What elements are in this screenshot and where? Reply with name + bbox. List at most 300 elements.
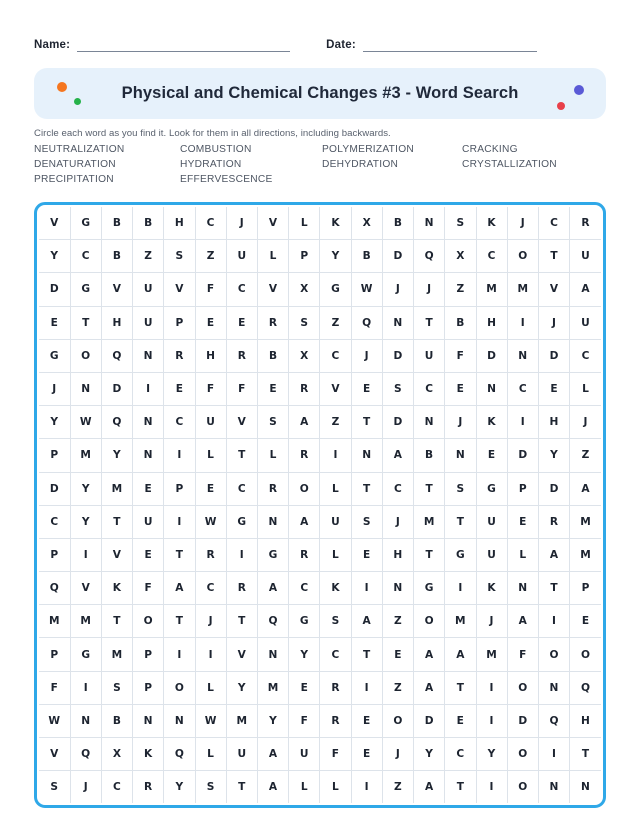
grid-cell[interactable]: G bbox=[289, 605, 320, 638]
grid-cell[interactable]: Z bbox=[570, 439, 601, 472]
grid-cell[interactable]: T bbox=[226, 439, 257, 472]
grid-cell[interactable]: T bbox=[570, 738, 601, 771]
grid-cell[interactable]: E bbox=[258, 372, 289, 405]
grid-cell[interactable]: P bbox=[133, 638, 164, 671]
grid-cell[interactable]: E bbox=[445, 704, 476, 737]
grid-cell[interactable]: D bbox=[382, 240, 413, 273]
grid-cell[interactable]: X bbox=[445, 240, 476, 273]
grid-cell[interactable]: E bbox=[195, 306, 226, 339]
grid-cell[interactable]: O bbox=[133, 605, 164, 638]
grid-cell[interactable]: E bbox=[507, 505, 538, 538]
grid-cell[interactable]: A bbox=[382, 439, 413, 472]
grid-cell[interactable]: G bbox=[414, 572, 445, 605]
grid-cell[interactable]: L bbox=[507, 538, 538, 571]
grid-cell[interactable]: C bbox=[39, 505, 70, 538]
grid-cell[interactable]: A bbox=[164, 572, 195, 605]
grid-cell[interactable]: T bbox=[414, 472, 445, 505]
grid-cell[interactable]: Q bbox=[164, 738, 195, 771]
grid-cell[interactable]: W bbox=[195, 704, 226, 737]
grid-cell[interactable]: I bbox=[507, 406, 538, 439]
grid-cell[interactable]: Y bbox=[39, 406, 70, 439]
grid-cell[interactable]: K bbox=[320, 572, 351, 605]
grid-cell[interactable]: Q bbox=[39, 572, 70, 605]
grid-cell[interactable]: J bbox=[226, 207, 257, 240]
grid-cell[interactable]: Y bbox=[539, 439, 570, 472]
grid-cell[interactable]: T bbox=[351, 472, 382, 505]
grid-cell[interactable]: X bbox=[351, 207, 382, 240]
grid-cell[interactable]: C bbox=[445, 738, 476, 771]
grid-cell[interactable]: F bbox=[195, 372, 226, 405]
grid-cell[interactable]: M bbox=[258, 671, 289, 704]
grid-cell[interactable]: B bbox=[258, 339, 289, 372]
grid-cell[interactable]: I bbox=[351, 671, 382, 704]
grid-cell[interactable]: I bbox=[195, 638, 226, 671]
grid-cell[interactable]: C bbox=[414, 372, 445, 405]
grid-cell[interactable]: D bbox=[507, 439, 538, 472]
grid-cell[interactable]: C bbox=[320, 339, 351, 372]
grid-cell[interactable]: I bbox=[351, 771, 382, 804]
grid-cell[interactable]: I bbox=[445, 572, 476, 605]
grid-cell[interactable]: Y bbox=[476, 738, 507, 771]
grid-cell[interactable]: M bbox=[70, 439, 101, 472]
grid-cell[interactable]: Z bbox=[382, 771, 413, 804]
grid-cell[interactable]: P bbox=[507, 472, 538, 505]
grid-cell[interactable]: Y bbox=[164, 771, 195, 804]
grid-cell[interactable]: F bbox=[133, 572, 164, 605]
grid-cell[interactable]: L bbox=[289, 207, 320, 240]
grid-cell[interactable]: L bbox=[258, 439, 289, 472]
grid-cell[interactable]: F bbox=[226, 372, 257, 405]
grid-cell[interactable]: Q bbox=[414, 240, 445, 273]
grid-cell[interactable]: M bbox=[570, 538, 601, 571]
grid-cell[interactable]: N bbox=[507, 339, 538, 372]
grid-cell[interactable]: N bbox=[70, 704, 101, 737]
grid-cell[interactable]: G bbox=[70, 638, 101, 671]
grid-cell[interactable]: N bbox=[581, 781, 591, 794]
grid-cell[interactable]: M bbox=[101, 472, 132, 505]
grid-cell[interactable]: L bbox=[195, 671, 226, 704]
grid-cell[interactable]: Q bbox=[70, 738, 101, 771]
grid-cell[interactable]: E bbox=[164, 372, 195, 405]
grid-cell[interactable]: K bbox=[476, 572, 507, 605]
grid-cell[interactable]: T bbox=[164, 538, 195, 571]
grid-cell[interactable]: U bbox=[476, 538, 507, 571]
grid-cell[interactable]: Z bbox=[320, 306, 351, 339]
grid-cell[interactable]: M bbox=[476, 638, 507, 671]
grid-cell[interactable]: L bbox=[258, 240, 289, 273]
grid-cell[interactable]: S bbox=[445, 207, 476, 240]
grid-cell[interactable]: X bbox=[101, 738, 132, 771]
grid-cell[interactable]: N bbox=[476, 372, 507, 405]
grid-cell[interactable]: N bbox=[133, 704, 164, 737]
grid-cell[interactable]: G bbox=[258, 538, 289, 571]
grid-cell[interactable]: Q bbox=[258, 605, 289, 638]
grid-cell[interactable]: C bbox=[226, 472, 257, 505]
grid-cell[interactable]: P bbox=[164, 472, 195, 505]
grid-cell[interactable]: P bbox=[570, 572, 601, 605]
grid-cell[interactable]: F bbox=[445, 339, 476, 372]
grid-cell[interactable]: J bbox=[39, 372, 70, 405]
grid-cell[interactable]: Z bbox=[195, 240, 226, 273]
grid-cell[interactable]: P bbox=[39, 439, 70, 472]
grid-cell[interactable]: T bbox=[539, 572, 570, 605]
grid-cell[interactable]: Y bbox=[289, 638, 320, 671]
grid-cell[interactable]: E bbox=[351, 704, 382, 737]
grid-cell[interactable]: A bbox=[507, 605, 538, 638]
grid-cell[interactable]: O bbox=[507, 738, 538, 771]
grid-cell[interactable]: V bbox=[39, 738, 70, 771]
grid-cell[interactable]: I bbox=[164, 638, 195, 671]
grid-cell[interactable]: L bbox=[570, 372, 601, 405]
grid-cell[interactable]: R bbox=[226, 339, 257, 372]
grid-cell[interactable]: K bbox=[133, 738, 164, 771]
grid-cell[interactable]: C bbox=[195, 572, 226, 605]
grid-cell[interactable]: V bbox=[101, 273, 132, 306]
grid-cell[interactable]: Z bbox=[320, 406, 351, 439]
grid-cell[interactable]: T bbox=[445, 671, 476, 704]
grid-cell[interactable]: Q bbox=[570, 671, 601, 704]
grid-cell[interactable]: L bbox=[195, 439, 226, 472]
grid-cell[interactable]: A bbox=[289, 406, 320, 439]
grid-cell[interactable]: D bbox=[476, 339, 507, 372]
grid-cell[interactable]: Y bbox=[70, 505, 101, 538]
grid-cell[interactable]: H bbox=[382, 538, 413, 571]
grid-cell[interactable]: I bbox=[164, 505, 195, 538]
grid-cell[interactable]: A bbox=[258, 771, 289, 804]
grid-cell[interactable]: O bbox=[164, 671, 195, 704]
grid-cell[interactable]: T bbox=[351, 406, 382, 439]
grid-cell[interactable]: A bbox=[351, 605, 382, 638]
grid-cell[interactable]: E bbox=[289, 671, 320, 704]
grid-cell[interactable]: R bbox=[289, 439, 320, 472]
name-input-line[interactable] bbox=[77, 37, 290, 52]
grid-cell[interactable]: S bbox=[164, 240, 195, 273]
grid-cell[interactable]: I bbox=[133, 372, 164, 405]
grid-cell[interactable]: T bbox=[445, 505, 476, 538]
grid-cell[interactable]: M bbox=[507, 273, 538, 306]
grid-cell[interactable]: U bbox=[226, 738, 257, 771]
grid-cell[interactable]: U bbox=[133, 306, 164, 339]
grid-cell[interactable]: A bbox=[570, 472, 601, 505]
grid-cell[interactable]: I bbox=[70, 671, 101, 704]
grid-cell[interactable]: E bbox=[382, 638, 413, 671]
grid-cell[interactable]: A bbox=[258, 572, 289, 605]
grid-cell[interactable]: D bbox=[382, 406, 413, 439]
grid-cell[interactable]: D bbox=[382, 339, 413, 372]
grid-cell[interactable]: S bbox=[320, 605, 351, 638]
grid-cell[interactable]: N bbox=[258, 505, 289, 538]
grid-cell[interactable]: D bbox=[539, 472, 570, 505]
grid-cell[interactable]: R bbox=[195, 538, 226, 571]
grid-cell[interactable]: T bbox=[539, 240, 570, 273]
grid-cell[interactable]: K bbox=[101, 572, 132, 605]
grid-cell[interactable]: S bbox=[195, 771, 226, 804]
grid-cell[interactable]: B bbox=[101, 207, 132, 240]
grid-cell[interactable]: O bbox=[539, 638, 570, 671]
grid-cell[interactable]: N bbox=[70, 372, 101, 405]
grid-cell[interactable]: V bbox=[226, 638, 257, 671]
grid-cell[interactable]: T bbox=[70, 306, 101, 339]
grid-cell[interactable]: U bbox=[570, 306, 601, 339]
grid-cell[interactable]: A bbox=[539, 538, 570, 571]
grid-cell[interactable]: O bbox=[507, 671, 538, 704]
grid-cell[interactable]: B bbox=[414, 439, 445, 472]
grid-cell[interactable]: M bbox=[70, 605, 101, 638]
grid-cell[interactable]: U bbox=[195, 406, 226, 439]
grid-cell[interactable]: B bbox=[351, 240, 382, 273]
grid-cell[interactable]: E bbox=[195, 472, 226, 505]
grid-cell[interactable]: C bbox=[539, 207, 570, 240]
grid-cell[interactable]: Q bbox=[101, 406, 132, 439]
grid-cell[interactable]: D bbox=[539, 339, 570, 372]
grid-cell[interactable]: U bbox=[320, 505, 351, 538]
grid-cell[interactable]: F bbox=[39, 671, 70, 704]
grid-cell[interactable]: V bbox=[258, 207, 289, 240]
grid-cell[interactable]: S bbox=[258, 406, 289, 439]
grid-cell[interactable]: C bbox=[164, 406, 195, 439]
grid-cell[interactable]: T bbox=[414, 306, 445, 339]
grid-cell[interactable]: K bbox=[320, 207, 351, 240]
grid-cell[interactable]: Q bbox=[539, 704, 570, 737]
grid-cell[interactable]: B bbox=[382, 207, 413, 240]
grid-cell[interactable]: K bbox=[476, 406, 507, 439]
grid-cell[interactable]: D bbox=[39, 273, 70, 306]
grid-cell[interactable]: R bbox=[133, 771, 164, 804]
grid-cell[interactable]: B bbox=[101, 240, 132, 273]
grid-cell[interactable]: C bbox=[382, 472, 413, 505]
grid-cell[interactable]: J bbox=[195, 605, 226, 638]
grid-cell[interactable]: F bbox=[195, 273, 226, 306]
grid-cell[interactable]: I bbox=[226, 538, 257, 571]
grid-cell[interactable]: M bbox=[476, 273, 507, 306]
grid-cell[interactable]: N bbox=[164, 704, 195, 737]
grid-cell[interactable]: I bbox=[351, 572, 382, 605]
grid-cell[interactable]: L bbox=[289, 771, 320, 804]
grid-cell[interactable]: G bbox=[226, 505, 257, 538]
grid-cell[interactable]: Y bbox=[320, 240, 351, 273]
grid-cell[interactable]: J bbox=[414, 273, 445, 306]
grid-cell[interactable]: O bbox=[414, 605, 445, 638]
grid-cell[interactable]: U bbox=[476, 505, 507, 538]
grid-cell[interactable]: P bbox=[39, 538, 70, 571]
grid-cell[interactable]: I bbox=[507, 306, 538, 339]
grid-cell[interactable]: S bbox=[445, 472, 476, 505]
grid-cell[interactable]: R bbox=[320, 671, 351, 704]
grid-cell[interactable]: R bbox=[539, 505, 570, 538]
grid-cell[interactable]: R bbox=[320, 704, 351, 737]
grid-cell[interactable]: S bbox=[39, 771, 70, 804]
grid-cell[interactable]: N bbox=[382, 306, 413, 339]
grid-cell[interactable]: O bbox=[507, 771, 538, 804]
grid-cell[interactable]: C bbox=[476, 240, 507, 273]
grid-cell[interactable]: E bbox=[39, 306, 70, 339]
grid-cell[interactable]: V bbox=[320, 372, 351, 405]
grid-cell[interactable]: E bbox=[539, 372, 570, 405]
grid-cell[interactable]: G bbox=[476, 472, 507, 505]
grid-cell[interactable]: X bbox=[289, 339, 320, 372]
grid-cell[interactable]: P bbox=[133, 671, 164, 704]
grid-cell[interactable]: N bbox=[539, 671, 570, 704]
grid-cell[interactable]: V bbox=[164, 273, 195, 306]
grid-cell[interactable]: Y bbox=[101, 439, 132, 472]
grid-cell[interactable]: N bbox=[507, 572, 538, 605]
word-search-grid[interactable] bbox=[34, 202, 606, 808]
grid-cell[interactable]: Z bbox=[445, 273, 476, 306]
grid-cell[interactable]: R bbox=[289, 372, 320, 405]
grid-cell[interactable]: V bbox=[539, 273, 570, 306]
grid-cell[interactable]: C bbox=[570, 339, 601, 372]
grid-cell[interactable]: V bbox=[39, 207, 70, 240]
grid-cell[interactable]: I bbox=[476, 771, 507, 804]
grid-cell[interactable]: N bbox=[133, 406, 164, 439]
grid-cell[interactable]: C bbox=[289, 572, 320, 605]
grid-cell[interactable]: T bbox=[226, 771, 257, 804]
grid-cell[interactable]: J bbox=[445, 406, 476, 439]
grid-cell[interactable]: E bbox=[351, 738, 382, 771]
grid-cell[interactable]: T bbox=[101, 505, 132, 538]
grid-cell[interactable]: O bbox=[382, 704, 413, 737]
grid-cell[interactable]: M bbox=[101, 638, 132, 671]
grid-cell[interactable]: J bbox=[507, 207, 538, 240]
grid-cell[interactable]: A bbox=[445, 638, 476, 671]
grid-cell[interactable]: H bbox=[539, 406, 570, 439]
grid-cell[interactable]: Y bbox=[414, 738, 445, 771]
grid-cell[interactable]: H bbox=[164, 207, 195, 240]
grid-cell[interactable]: F bbox=[320, 738, 351, 771]
grid-cell[interactable]: M bbox=[39, 605, 70, 638]
grid-cell[interactable]: C bbox=[195, 207, 226, 240]
grid-cell[interactable]: M bbox=[414, 505, 445, 538]
grid-cell[interactable]: N bbox=[133, 339, 164, 372]
grid-cell[interactable]: J bbox=[382, 738, 413, 771]
grid-cell[interactable]: R bbox=[258, 472, 289, 505]
grid-cell[interactable]: I bbox=[70, 538, 101, 571]
grid-cell[interactable]: J bbox=[351, 339, 382, 372]
grid-cell[interactable]: Y bbox=[258, 704, 289, 737]
grid-cell[interactable]: Q bbox=[101, 339, 132, 372]
grid-cell[interactable]: N bbox=[414, 207, 445, 240]
grid-cell[interactable]: S bbox=[382, 372, 413, 405]
grid-cell[interactable]: J bbox=[382, 273, 413, 306]
grid-cell[interactable]: J bbox=[70, 771, 101, 804]
grid-cell[interactable]: E bbox=[133, 472, 164, 505]
grid-cell[interactable]: Z bbox=[133, 240, 164, 273]
grid-cell[interactable]: E bbox=[133, 538, 164, 571]
grid-cell[interactable]: R bbox=[226, 572, 257, 605]
grid-cell[interactable]: H bbox=[476, 306, 507, 339]
grid-cell[interactable]: A bbox=[258, 738, 289, 771]
grid-cell[interactable]: N bbox=[445, 439, 476, 472]
grid-cell[interactable]: I bbox=[476, 671, 507, 704]
grid-cell[interactable]: E bbox=[445, 372, 476, 405]
grid-cell[interactable]: J bbox=[570, 406, 601, 439]
grid-cell[interactable]: H bbox=[101, 306, 132, 339]
grid-cell[interactable]: O bbox=[507, 240, 538, 273]
grid-cell[interactable]: W bbox=[195, 505, 226, 538]
grid-cell[interactable]: I bbox=[539, 738, 570, 771]
grid-cell[interactable]: R bbox=[570, 207, 601, 240]
grid-cell[interactable]: E bbox=[570, 605, 601, 638]
grid-cell[interactable]: J bbox=[539, 306, 570, 339]
grid-cell[interactable]: Y bbox=[226, 671, 257, 704]
grid-cell[interactable]: P bbox=[289, 240, 320, 273]
grid-cell[interactable]: N bbox=[414, 406, 445, 439]
grid-cell[interactable]: D bbox=[39, 472, 70, 505]
grid-cell[interactable]: E bbox=[476, 439, 507, 472]
grid-cell[interactable]: K bbox=[476, 207, 507, 240]
grid-cell[interactable]: G bbox=[70, 207, 101, 240]
grid-cell[interactable]: B bbox=[133, 207, 164, 240]
grid-cell[interactable]: T bbox=[445, 771, 476, 804]
grid-cell[interactable]: I bbox=[539, 605, 570, 638]
grid-cell[interactable]: B bbox=[101, 704, 132, 737]
grid-cell[interactable]: S bbox=[351, 505, 382, 538]
grid-cell[interactable]: M bbox=[570, 505, 601, 538]
grid-cell[interactable]: G bbox=[39, 339, 70, 372]
grid-cell[interactable]: A bbox=[414, 638, 445, 671]
grid-cell[interactable]: Z bbox=[382, 671, 413, 704]
date-input-line[interactable] bbox=[363, 37, 537, 52]
grid-cell[interactable]: D bbox=[101, 372, 132, 405]
grid-cell[interactable]: A bbox=[414, 671, 445, 704]
grid-cell[interactable]: C bbox=[101, 771, 132, 804]
grid-cell[interactable]: I bbox=[320, 439, 351, 472]
grid-cell[interactable]: W bbox=[351, 273, 382, 306]
grid-cell[interactable]: U bbox=[133, 505, 164, 538]
grid-cell[interactable]: G bbox=[320, 273, 351, 306]
grid-cell[interactable]: X bbox=[289, 273, 320, 306]
grid-cell[interactable]: C bbox=[320, 638, 351, 671]
grid-cell[interactable]: V bbox=[226, 406, 257, 439]
grid-cell[interactable]: L bbox=[320, 472, 351, 505]
grid-cell[interactable]: W bbox=[70, 406, 101, 439]
grid-cell[interactable]: V bbox=[101, 538, 132, 571]
grid-cell[interactable]: T bbox=[226, 605, 257, 638]
grid-cell[interactable]: J bbox=[382, 505, 413, 538]
grid-cell[interactable]: O bbox=[70, 339, 101, 372]
grid-cell[interactable]: E bbox=[351, 372, 382, 405]
grid-cell[interactable]: J bbox=[476, 605, 507, 638]
grid-cell[interactable]: E bbox=[226, 306, 257, 339]
grid-cell[interactable]: L bbox=[320, 538, 351, 571]
grid-cell[interactable]: G bbox=[70, 273, 101, 306]
grid-cell[interactable]: W bbox=[39, 704, 70, 737]
grid-cell[interactable]: O bbox=[570, 638, 601, 671]
grid-cell[interactable]: S bbox=[101, 671, 132, 704]
grid-cell[interactable]: U bbox=[133, 273, 164, 306]
grid-cell[interactable]: R bbox=[258, 306, 289, 339]
grid-cell[interactable]: T bbox=[164, 605, 195, 638]
grid-cell[interactable]: I bbox=[164, 439, 195, 472]
grid-cell[interactable]: T bbox=[101, 605, 132, 638]
grid-cell[interactable]: C bbox=[226, 273, 257, 306]
grid-cell[interactable]: N bbox=[258, 638, 289, 671]
grid-cell[interactable]: V bbox=[70, 572, 101, 605]
grid-cell[interactable]: G bbox=[445, 538, 476, 571]
grid-cell[interactable]: Z bbox=[382, 605, 413, 638]
grid-cell[interactable]: B bbox=[445, 306, 476, 339]
grid-cell[interactable]: Q bbox=[351, 306, 382, 339]
grid-cell[interactable]: N bbox=[382, 572, 413, 605]
grid-cell[interactable]: P bbox=[164, 306, 195, 339]
grid-cell[interactable]: U bbox=[570, 240, 601, 273]
grid-cell[interactable]: C bbox=[70, 240, 101, 273]
grid-cell[interactable]: O bbox=[289, 472, 320, 505]
grid-cell[interactable]: U bbox=[226, 240, 257, 273]
grid-cell[interactable]: S bbox=[289, 306, 320, 339]
grid-cell[interactable]: C bbox=[507, 372, 538, 405]
grid-cell[interactable]: E bbox=[351, 538, 382, 571]
